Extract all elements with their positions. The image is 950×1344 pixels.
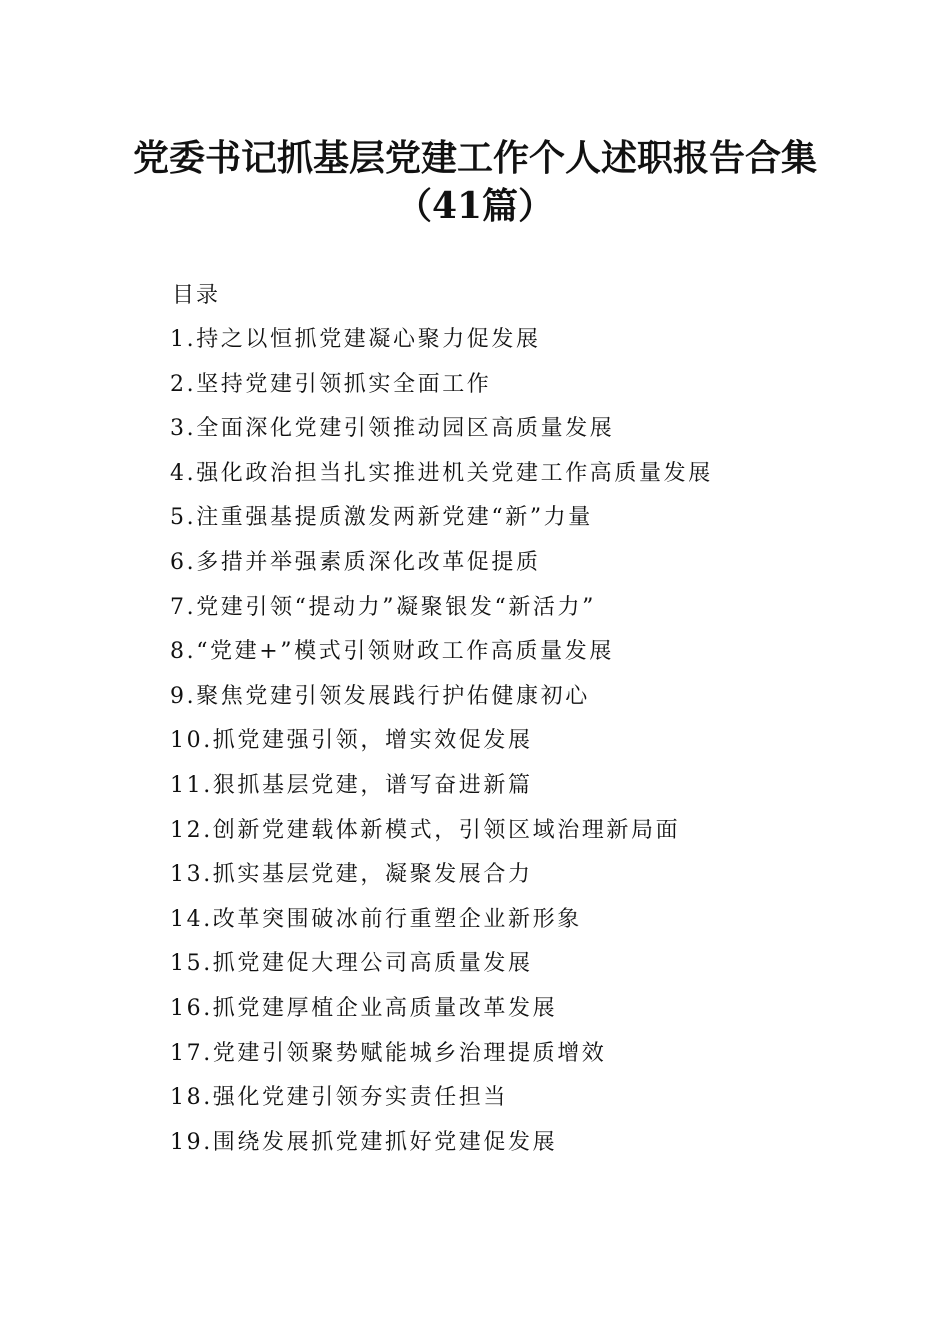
toc-item: 10.抓党建强引领，增实效促发展 xyxy=(170,728,533,754)
toc-item: 1.持之以恒抓党建凝心聚力促发展 xyxy=(170,327,541,352)
toc-item: 15.抓党建促大理公司高质量发展 xyxy=(170,951,533,977)
toc-item: 4.强化政治担当扎实推进机关党建工作高质量发展 xyxy=(170,460,713,486)
toc-list xyxy=(170,325,713,1172)
toc-item: 17.党建引领聚势赋能城乡治理提质增效 xyxy=(170,1040,607,1066)
toc-item: 3.全面深化党建引领推动园区高质量发展 xyxy=(170,416,615,442)
toc-item: 9.聚焦党建引领发展践行护佑健康初心 xyxy=(170,683,590,709)
toc-item: 2.坚持党建引领抓实全面工作 xyxy=(170,371,492,397)
toc-item: 16.抓党建厚植企业高质量改革发展 xyxy=(170,995,558,1021)
toc-heading: 目录 xyxy=(172,283,221,308)
document-subtitle-count: （41篇） xyxy=(395,185,555,227)
toc-item: 7.党建引领“提动力”凝聚银发“新活力” xyxy=(170,594,596,620)
toc-item: 5.注重强基提质激发两新党建“新”力量 xyxy=(170,505,593,531)
toc-item: 18.强化党建引领夯实责任担当 xyxy=(170,1085,508,1111)
toc-item: 13.抓实基层党建，凝聚发展合力 xyxy=(170,862,533,888)
toc-item: 8.“党建+”模式引领财政工作高质量发展 xyxy=(170,639,614,665)
toc-item: 11.狠抓基层党建，谱写奋进新篇 xyxy=(170,772,533,798)
toc-item: 14.改革突围破冰前行重塑企业新形象 xyxy=(170,906,582,932)
document-title: 党委书记抓基层党建工作个人述职报告合集 xyxy=(132,137,817,179)
toc-item: 6.多措并举强素质深化改革促提质 xyxy=(170,549,541,575)
toc-item: 12.创新党建载体新模式，引领区域治理新局面 xyxy=(170,817,681,843)
toc-item: 19.围绕发展抓党建抓好党建促发展 xyxy=(170,1129,558,1155)
